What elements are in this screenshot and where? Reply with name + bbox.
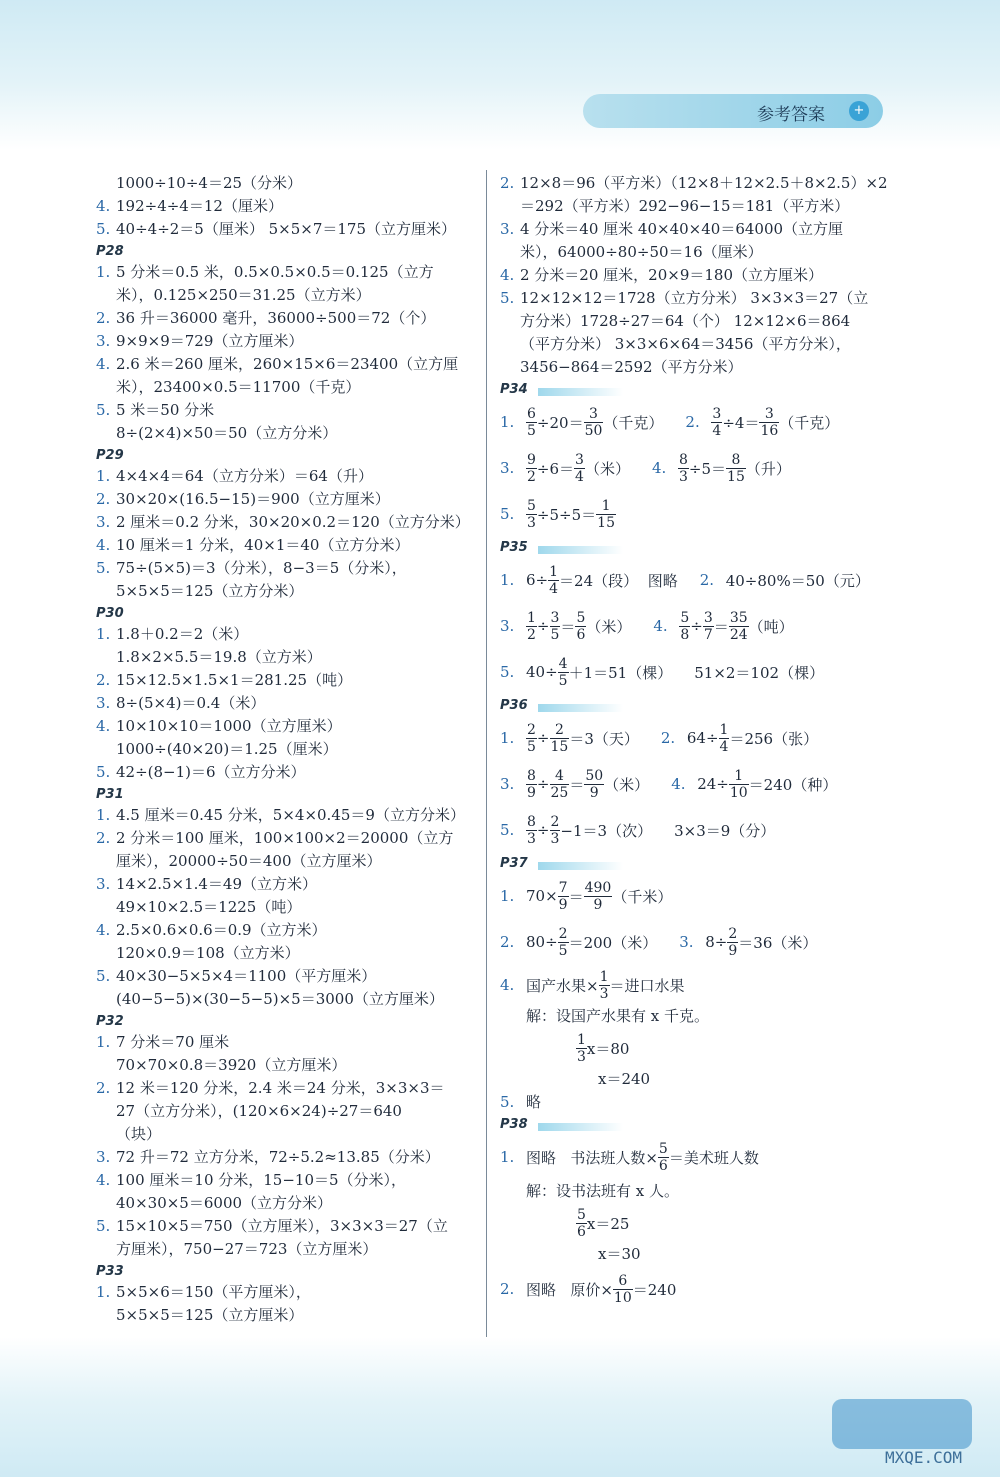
answer-line: 1. 4.5 厘米＝0.45 分米，5×4×0.45＝9（立方分米）: [96, 806, 465, 824]
answer-line: 5×5×5＝125（立方分米）: [116, 582, 304, 600]
answer-line: 2. 80÷ $\frac{2}{5}$ ＝200 （米） 3. 8÷ $\frac{2}{9}$ ＝36 （米）: [500, 925, 818, 959]
section-title: 参考答案: [757, 105, 825, 125]
answer-line: 5×5×5＝125（立方厘米）: [116, 1306, 304, 1324]
answer-line: 3. 8÷(5×4)＝0.4（米）: [96, 694, 266, 712]
answer-line: 5. 5 米＝50 分米: [96, 401, 215, 419]
answer-line: 1. 4×4×4＝64（立方分米）＝64（升）: [96, 467, 373, 485]
answer-line: 49×10×2.5＝1225（吨）: [116, 898, 302, 916]
page-heading: P28: [96, 244, 124, 259]
answer-line: 5. 75÷(5×5)＝3（分米），8−3＝5（分米），: [96, 559, 407, 577]
left-column: [96, 172, 491, 1327]
answer-line: $\frac{5}{6}$ x＝25: [577, 1206, 630, 1240]
answer-line: 70×70×0.8＝3920（立方厘米）: [116, 1056, 347, 1074]
section-tab: [583, 94, 883, 128]
answer-line: 1000÷(40×20)＝1.25（厘米）: [116, 740, 338, 758]
answer-line: 2. 36 升＝36000 毫升，36000÷500＝72（个）: [96, 309, 436, 327]
site-logo: [832, 1399, 972, 1449]
answer-line: 4. 10 厘米＝1 分米，40×1＝40（立方分米）: [96, 536, 410, 554]
page-heading: P30: [96, 606, 124, 621]
page-heading: P31: [96, 787, 124, 802]
answer-line: 40×30×5＝6000（立方分米）: [116, 1194, 333, 1212]
answer-line: 1. 70× $\frac{7}{9}$ ＝ $\frac{490}{9}$ （千米）: [500, 879, 673, 913]
watermark-text: MXQE.COM: [884, 1448, 962, 1467]
page-heading: P34: [500, 379, 895, 399]
page-heading: P36: [500, 695, 895, 715]
answer-line: 5. 42÷(8−1)＝6（立方分米）: [96, 763, 306, 781]
answer-line: 解：设书法班有 x 人。: [526, 1182, 679, 1200]
answer-line: 8÷(2×4)×50＝50（立方分米）: [116, 424, 338, 442]
answer-line: 5. $\frac{8}{3}$ ÷ $\frac{2}{3}$ −1＝3 （次） 3×3＝9 （分）: [500, 813, 776, 847]
answer-line: x＝30: [598, 1245, 641, 1263]
answer-line: ＝292（平方米）292−96−15＝181（平方米）: [520, 197, 850, 215]
page-heading: P29: [96, 448, 124, 463]
answer-line: 米），23400×0.5＝11700（千克）: [116, 378, 361, 396]
answer-line: x＝240: [598, 1070, 651, 1088]
page-heading: P35: [500, 537, 895, 557]
answer-line: 3. 2 厘米＝0.2 分米，30×20×0.2＝120（立方分米）: [96, 513, 470, 531]
answer-line: 3. 14×2.5×1.4＝49（立方米）: [96, 875, 318, 893]
answer-line: 米），0.125×250＝31.25（立方米）: [116, 286, 371, 304]
answer-line: 2. 12 米＝120 分米，2.4 米＝24 分米，3×3×3＝: [96, 1079, 445, 1097]
answer-line: 1. $\frac{6}{5}$ ÷20＝ $\frac{3}{50}$ （千克） 2. $\frac{3}{4}$ ÷4＝ $\frac{3}{16}$ （千克）: [500, 405, 840, 439]
answer-line: 3. $\frac{1}{2}$ ÷ $\frac{3}{5}$ ＝ $\frac{5}{6}$ （米） 4. $\frac{5}{8}$ ÷ $\frac{3}{7}$ ＝ $\frac{35}{24}$ （吨）: [500, 609, 794, 643]
answer-line: 4. 国产水果× $\frac{1}{3}$ ＝进口水果: [500, 968, 685, 1002]
answer-line: 1. 5 分米＝0.5 米，0.5×0.5×0.5＝0.125（立方: [96, 263, 434, 281]
answer-line: $\frac{1}{3}$ x＝80: [577, 1031, 630, 1065]
answer-line: 5. 40÷ $\frac{4}{5}$ ＋1＝51 （棵） 51×2＝102 （棵）: [500, 655, 825, 689]
answer-line: (40−5−5)×(30−5−5)×5＝3000（立方厘米）: [116, 990, 444, 1008]
answer-line: 5. $\frac{5}{3}$ ÷5÷5＝ $\frac{1}{15}$: [500, 497, 615, 531]
page-heading: P32: [96, 1014, 124, 1029]
answer-line: 3. 9×9×9＝729（立方厘米）: [96, 332, 304, 350]
answer-line: 方分米）1728÷27＝64（个） 12×12×6＝864: [520, 312, 851, 330]
answer-line: 2. 15×12.5×1.5×1＝281.25（吨）: [96, 671, 353, 689]
answer-line: 2. 图略 原价× $\frac{6}{10}$ ＝240: [500, 1272, 677, 1306]
answer-line: 4. 2 分米＝20 厘米，20×9＝180（立方厘米）: [500, 266, 823, 284]
plus-icon: +: [849, 101, 869, 121]
page-heading: P33: [96, 1264, 124, 1279]
answer-line: 2. 2 分米＝100 厘米，100×100×2＝20000（立方: [96, 829, 454, 847]
answer-line: 1. 6÷ $\frac{1}{4}$ ＝24 （段） 图略 2. 40÷80%＝50 （元）: [500, 563, 870, 597]
page-heading: P37: [500, 853, 895, 873]
answer-line: 4. 2.6 米＝260 厘米，260×15×6＝23400（立方厘: [96, 355, 459, 373]
answer-line: 5. 12×12×12＝1728（立方分米） 3×3×3＝27（立: [500, 289, 869, 307]
right-column: [500, 172, 895, 1312]
answer-line: 2. 12×8＝96（平方米）（12×8＋12×2.5＋8×2.5）×2: [500, 174, 888, 192]
answer-line: 1.8×2×5.5＝19.8（立方米）: [116, 648, 322, 666]
answer-line: 1. 7 分米＝70 厘米: [96, 1033, 230, 1051]
answer-line: 3456−864＝2592（平方分米）: [520, 358, 743, 376]
answer-line: （平方分米） 3×3×6×64＝3456（平方分米），: [520, 335, 851, 353]
answer-line: 1000÷10÷4＝25（分米）: [116, 174, 303, 192]
answer-line: （块）: [116, 1125, 162, 1143]
answer-line: 4. 10×10×10＝1000（立方厘米）: [96, 717, 342, 735]
answer-line: 5. 40÷4÷2＝5（厘米） 5×5×7＝175（立方厘米）: [96, 220, 457, 238]
answer-line: 3. $\frac{8}{9}$ ÷ $\frac{4}{25}$ ＝ $\frac{50}{9}$ （米） 4. 24÷ $\frac{1}{10}$ ＝240 （种）: [500, 767, 838, 801]
answer-line: 5. 15×10×5＝750（立方厘米），3×3×3＝27（立: [96, 1217, 448, 1235]
answer-line: 米），64000÷80÷50＝16（厘米）: [520, 243, 763, 261]
answer-line: 2. 30×20×(16.5−15)＝900（立方厘米）: [96, 490, 390, 508]
answer-line: 3. 72 升＝72 立方分米，72÷5.2≈13.85（分米）: [96, 1148, 440, 1166]
answer-line: 方厘米），750−27＝723（立方厘米）: [116, 1240, 378, 1258]
answer-line: 1. $\frac{2}{5}$ ÷ $\frac{2}{15}$ ＝3 （天） 2. 64÷ $\frac{1}{4}$ ＝256 （张）: [500, 721, 819, 755]
answer-line: 120×0.9＝108（立方米）: [116, 944, 300, 962]
answer-line: 4. 100 厘米＝10 分米，15−10＝5（分米），: [96, 1171, 407, 1189]
answer-line: 1. 1.8＋0.2＝2（米）: [96, 625, 249, 643]
answer-line: 1. 图略 书法班人数× $\frac{5}{6}$ ＝美术班人数: [500, 1140, 759, 1174]
page-heading: P38: [500, 1114, 895, 1134]
answer-line: 5. 略: [500, 1093, 542, 1111]
answer-line: 1. 5×5×6＝150（平方厘米），: [96, 1283, 311, 1301]
answer-line: 5. 40×30−5×5×4＝1100（平方厘米）: [96, 967, 377, 985]
answer-line: 27（立方分米），(120×6×24)÷27＝640: [116, 1102, 402, 1120]
answer-line: 3. $\frac{9}{2}$ ÷6＝ $\frac{3}{4}$ （米） 4. $\frac{8}{3}$ ÷5＝ $\frac{8}{15}$ （升）: [500, 451, 791, 485]
answer-line: 厘米），20000÷50＝400（立方厘米）: [116, 852, 382, 870]
answer-line: 4. 2.5×0.6×0.6＝0.9（立方米）: [96, 921, 327, 939]
answer-line: 3. 4 分米＝40 厘米 40×40×40＝64000（立方厘: [500, 220, 844, 238]
answer-line: 4. 192÷4÷4＝12（厘米）: [96, 197, 283, 215]
answer-line: 解：设国产水果有 x 千克。: [526, 1007, 709, 1025]
